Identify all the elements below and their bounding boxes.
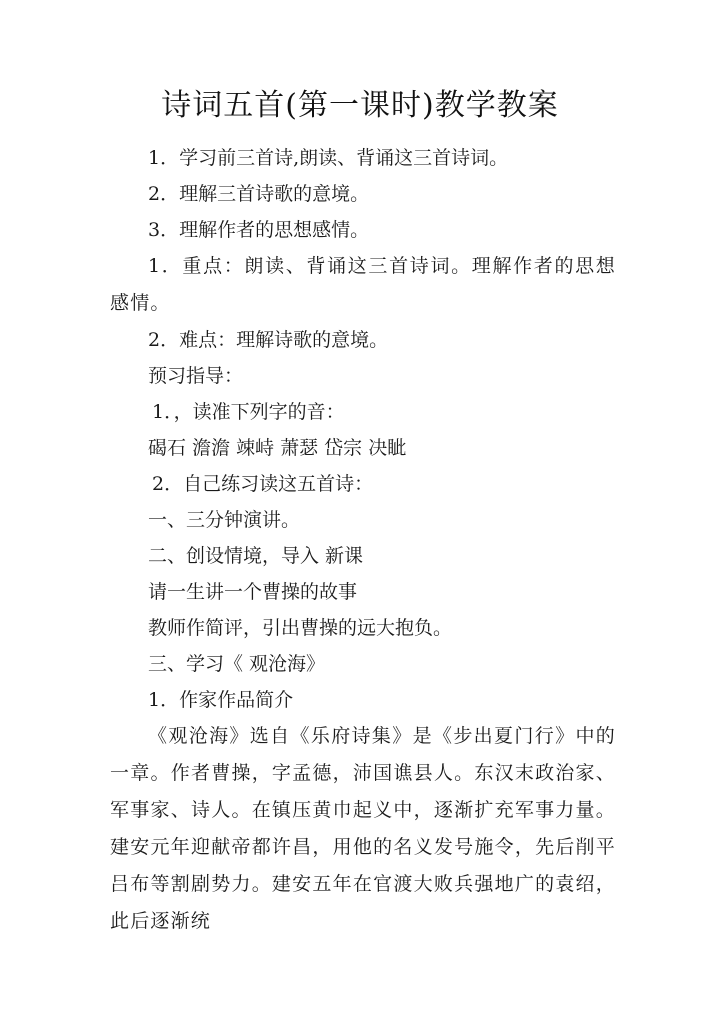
document-body: [110, 140, 616, 940]
section-1-heading: 一、三分钟演讲。: [148, 509, 301, 531]
section-2-heading: 二、创设情境，导入 新课: [148, 545, 364, 567]
author-intro-heading: 1．作家作品简介: [148, 689, 294, 711]
pronunciation-words: 碣石 澹澹 竦峙 萧瑟 岱宗 决眦: [148, 437, 407, 459]
preview-item-1: 1．，读准下列字的音：: [152, 401, 345, 423]
author-intro-paragraph: 《观沧海》选自《乐府诗集》是《步出夏门行》中的一章。作者曹操，字孟德，沛国谯县人。东汉末政治家、军事家、诗人。在镇压黄巾起义中，逐渐扩充军事力量。建安元年迎献帝都许昌，用他的名义发号施令，先后削平吕布等割剧势力。建安五年在官渡大败兵强地广的袁绍，此后逐渐统: [110, 725, 616, 932]
preview-guide-heading: 预习指导：: [148, 365, 244, 387]
section-2-line-1: 请一生讲一个曹操的故事: [148, 581, 358, 603]
difficult-point: 2．难点：理解诗歌的意境。: [148, 329, 389, 351]
objective-2: 2．理解三首诗歌的意境。: [148, 183, 370, 205]
section-2-line-2: 教师作简评，引出曹操的远大抱负。: [148, 617, 453, 639]
objective-3: 3．理解作者的思想感情。: [148, 219, 370, 241]
preview-item-2: 2．自己练习读这五首诗：: [152, 473, 374, 495]
objective-1: 1．学习前三首诗,朗读、背诵这三首诗词。: [148, 147, 509, 169]
key-point: 1．重点：朗读、背诵这三首诗词。理解作者的思想感情。: [110, 255, 616, 314]
page-title: 诗词五首(第一课时)教学教案: [161, 88, 559, 123]
section-3-heading: 三、学习《 观沧海》: [148, 653, 326, 675]
